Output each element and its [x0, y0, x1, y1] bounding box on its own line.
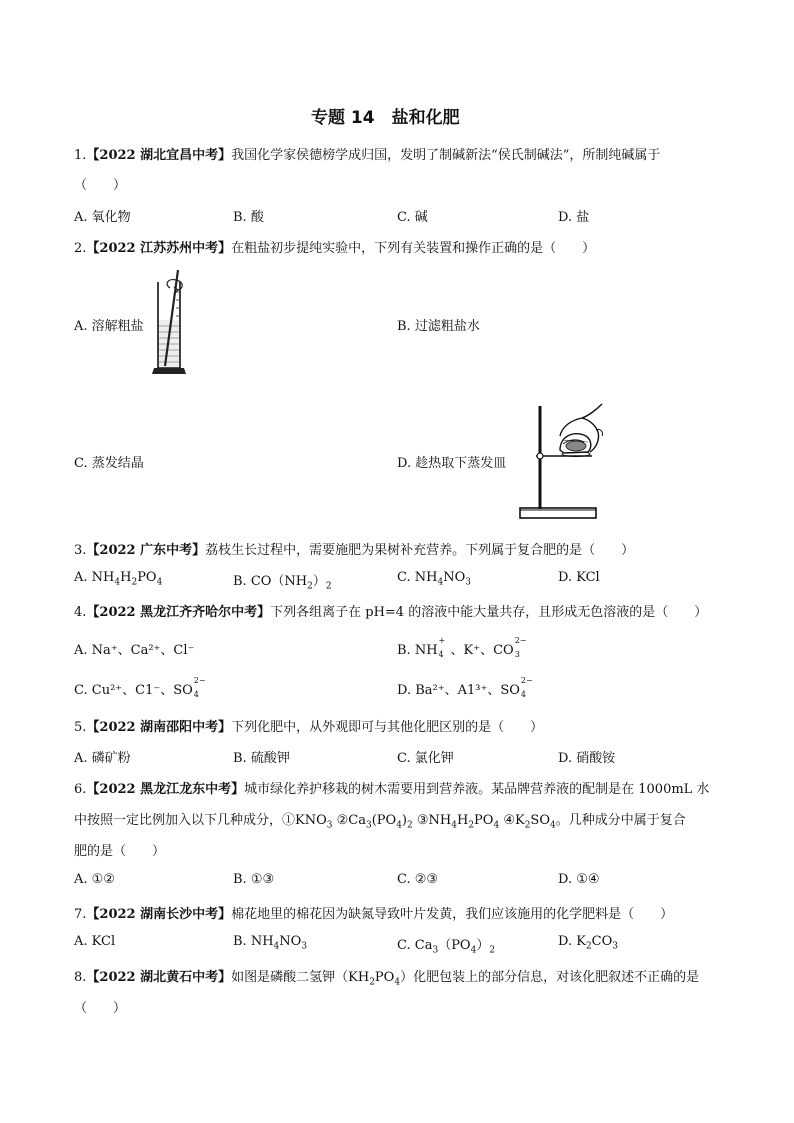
question-6: [74, 778, 709, 797]
option-a[interactable]: A. 溶解粗盐: [74, 319, 144, 334]
question-number: 8.: [74, 970, 87, 985]
question-3: [74, 539, 634, 558]
option-c[interactable]: C. 碱: [397, 210, 428, 225]
option-c[interactable]: C. $NH_4NO_3$: [397, 570, 471, 588]
question-number: 1.: [74, 148, 87, 163]
question-source-tag: 【2022 江苏苏州中考】: [86, 241, 232, 256]
question-source-tag: 【2022 湖南邵阳中考】: [86, 720, 232, 735]
question-number: 2.: [74, 241, 87, 256]
option-a[interactable]: A. 氧化物: [74, 210, 131, 225]
option-a[interactable]: A. Na⁺、Ca²⁺、Cl⁻: [74, 643, 195, 658]
question-source-tag: 【2022 黑龙江龙东中考】: [86, 782, 245, 797]
option-a[interactable]: A. $NH_4H_2PO_4$: [74, 570, 163, 588]
option-b[interactable]: B. ①③: [233, 872, 275, 887]
option-c[interactable]: C. $Ca_3(PO_4)_2$: [397, 938, 496, 956]
question-number: 4.: [74, 605, 87, 620]
option-c[interactable]: C. ②③: [397, 872, 439, 887]
option-b[interactable]: B. 硫酸钾: [233, 751, 290, 766]
option-c[interactable]: C. 氯化钾: [397, 751, 454, 766]
option-a[interactable]: A. KCl: [74, 934, 116, 949]
question-stem: 如图是磷酸二氢钾（KH: [231, 970, 370, 985]
answer-parenthesis: （ ）: [74, 178, 127, 193]
page-title: 专题 14 盐和化肥: [311, 108, 460, 128]
question-6-line-3: 肥的是（ ）: [74, 844, 166, 859]
option-b[interactable]: B. $CO(NH_2)_2$: [233, 574, 332, 592]
question-number: 5.: [74, 720, 87, 735]
option-d[interactable]: D. 趁热取下蒸发皿: [397, 456, 507, 471]
option-c[interactable]: C. 蒸发结晶: [74, 456, 144, 471]
question-stem: 城市绿化养护移栽的树木需要用到营养液。某品牌营养液的配制是在 1000mL 水: [244, 782, 710, 797]
question-4: [74, 601, 707, 620]
option-b[interactable]: B. $NH_4NO_3$: [233, 934, 308, 952]
option-d[interactable]: D. ①④: [558, 872, 600, 887]
option-b[interactable]: B. NH + 4 、K⁺、CO 2− 3: [397, 636, 527, 659]
question-number: 3.: [74, 543, 87, 558]
option-a[interactable]: A. 磷矿粉: [74, 751, 131, 766]
question-8: 8.【2022 湖北黄石中考】如图是磷酸二氢钾$(KH_2PO_4)$化肥包装上的部分信息，对该化肥叙述不正确的是: [74, 970, 700, 988]
option-b[interactable]: B. 过滤粗盐水: [397, 319, 480, 334]
question-5: [74, 716, 543, 735]
question-stem: 下列各组离子在 pH=4 的溶液中能大量共存，且形成无色溶液的是（ ）: [270, 605, 708, 620]
option-d[interactable]: D. $K_2CO_3$: [558, 934, 619, 952]
question-1: [74, 144, 660, 163]
question-number: 7.: [74, 907, 87, 922]
option-d[interactable]: D. Ba²⁺、A1³⁺、SO 2− 4: [397, 676, 533, 699]
option-c[interactable]: C. Cu²⁺、C1⁻、SO 2− 4: [74, 676, 206, 699]
dissolving-cylinder-illustration: [150, 268, 190, 380]
option-d[interactable]: D. 硝酸铵: [558, 751, 616, 766]
question-source-tag: 【2022 黑龙江齐齐哈尔中考】: [86, 605, 271, 620]
option-d[interactable]: D. KCl: [558, 570, 600, 585]
iron-stand-evaporating-dish-illustration: [516, 396, 608, 524]
question-number: 6.: [74, 782, 87, 797]
option-d[interactable]: D. 盐: [558, 210, 590, 225]
question-2: [74, 237, 595, 256]
question-stem: 下列化肥中，从外观即可与其他化肥区别的是（ ）: [231, 720, 544, 735]
question-source-tag: 【2022 湖北宜昌中考】: [86, 148, 232, 163]
question-stem: 荔枝生长过程中，需要施肥为果树补充营养。下列属于复合肥的是（ ）: [205, 543, 635, 558]
question-stem: 棉花地里的棉花因为缺氮导致叶片发黄，我们应该施用的化学肥料是（ ）: [231, 907, 674, 922]
answer-parenthesis: （ ）: [74, 1001, 127, 1016]
question-source-tag: 【2022 湖南长沙中考】: [86, 907, 232, 922]
question-source-tag: 【2022 湖北黄石中考】: [86, 970, 232, 985]
question-6-line-2: 中按照一定比例加入以下几种成分，$①KNO_3$ $②Ca_3(PO_4)_2$ $③NH_4H_2PO_4$ $④K_2SO_4$。几种成分中属于复合: [74, 813, 686, 831]
question-source-tag: 【2022 广东中考】: [86, 543, 206, 558]
question-stem: 在粗盐初步提纯实验中，下列有关装置和操作正确的是（ ）: [231, 241, 596, 256]
option-a[interactable]: A. ①②: [74, 872, 115, 887]
option-b[interactable]: B. 酸: [233, 210, 264, 225]
question-7: [74, 903, 673, 922]
question-stem: 我国化学家侯德榜学成归国，发明了制碱新法“侯氏制碱法”，所制纯碱属于: [231, 148, 661, 163]
